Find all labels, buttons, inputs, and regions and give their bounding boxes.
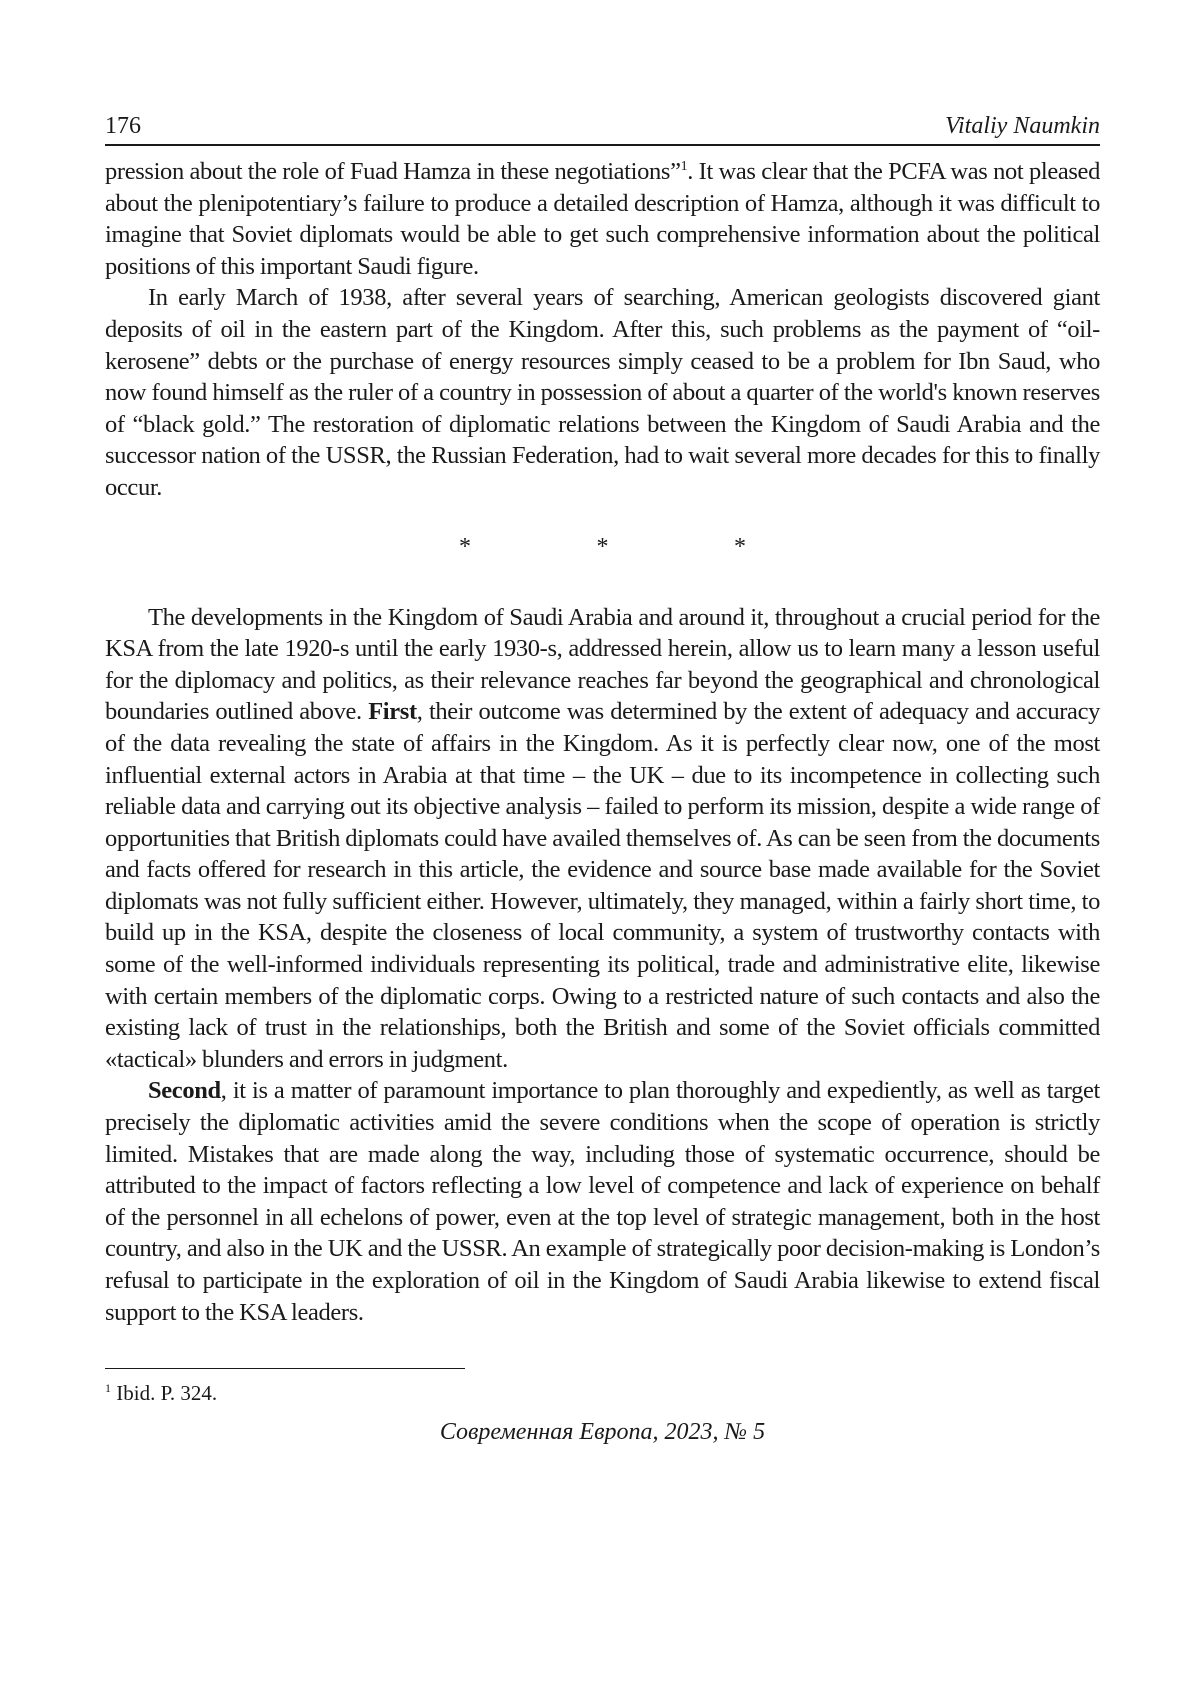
running-header (105, 100, 1100, 144)
footnote-reference[interactable]: 1 (680, 158, 688, 174)
footnote-number: 1 (105, 1381, 111, 1396)
bold-first: First (368, 698, 417, 726)
footnote-rule (105, 1368, 465, 1369)
journal-footer: Современная Европа, 2023, № 5 (439, 1419, 766, 1446)
header-rule (105, 144, 1100, 146)
footnote-1 (105, 1379, 1100, 1407)
page-number: 176 (105, 113, 141, 139)
paragraph-conclusion-intro: The developments in the Kingdom of Saudi Arabia and around it, throughout a crucial period for the KSA from the late 1920-s until the early 1930-s, addressed herein, allow us to learn many a lesson useful for the diplomacy and politics, as their relevance reaches far beyond the geographical and chronological boundaries outlined above. First, their outcome was determined by the extent of adequacy and accuracy of the data revealing the state of affairs in the Kingdom. As it is perfectly clear now, one of the most influential external actors in Arabia at that time – the UK – due to its incompetence in collecting such reliable data and carrying out its objective analysis – failed to perform its mission, despite a wide range of opportunities that British diplomats could have availed themselves of. As can be seen from the documents and facts offered for research in this article, the evidence and source base made available for the Soviet diplomats was not fully sufficient either. However, ultimately, they managed, within a fairly short time, to build up in the KSA, despite the closeness of local community, a system of trustworthy contacts with some of the well-informed individuals representing its political, trade and administrative elite, likewise with certain members of the diplomatic corps. Owing to a restricted nature of such contacts and also the existing lack of trust in the relationships, both the British and some of the Soviet officials committed «tactical» blunders and errors in judgment. (105, 603, 1100, 1073)
paragraph-second: Second, it is a matter of paramount importance to plan thoroughly and expediently, as well as target precisely the diplomatic activities amid the severe conditions when the scope of operation is strictly limited. Mistakes that are made along the way, including those of systematic occurrence, should be attributed to the impact of factors reflecting a low level of competence and lack of experience on behalf of the personnel in all echelons of power, even at the top level of strategic management, both in the host country, and also in the UK and the USSR. An example of strategically poor decision-making is London’s refusal to participate in the exploration of oil in the Kingdom of Saudi Arabia likewise to extend fiscal support to the KSA leaders. (105, 1077, 1100, 1326)
section-break-asterisks: * * * (459, 533, 806, 560)
document-page (105, 100, 1100, 1446)
paragraph-oil-discovery: In early March of 1938, after several years of searching, American geologists discovered giant deposits of oil in the eastern part of the Kingdom. After this, such problems as the payment of “oil-kerosene” debts or the purchase of energy resources simply ceased to be a problem for Ibn Saud, who now found himself as the ruler of a country in possession of about a quarter of the world's known reserves of “black gold.” The restoration of diplomatic relations between the Kingdom of Saudi Arabia and the successor nation of the USSR, the Russian Federation, had to wait several more decades for this to finally occur. (105, 284, 1100, 501)
paragraph-continuation: pression about the role of Fuad Hamza in these negotiations”$^1$. It was clear that the PCFA was not pleased about the plenipotentiary’s failure to produce a detailed description of Hamza, although it was difficult to imagine that Soviet diplomats would be able to get such comprehensive information about the political positions of this important Saudi figure. (105, 158, 1100, 280)
running-header-author: Vitaliy Naumkin (945, 113, 1100, 139)
footnote-text: Ibid. P. 324. (111, 1381, 218, 1406)
body-text (105, 156, 1100, 1328)
bold-second: Second (148, 1077, 221, 1105)
